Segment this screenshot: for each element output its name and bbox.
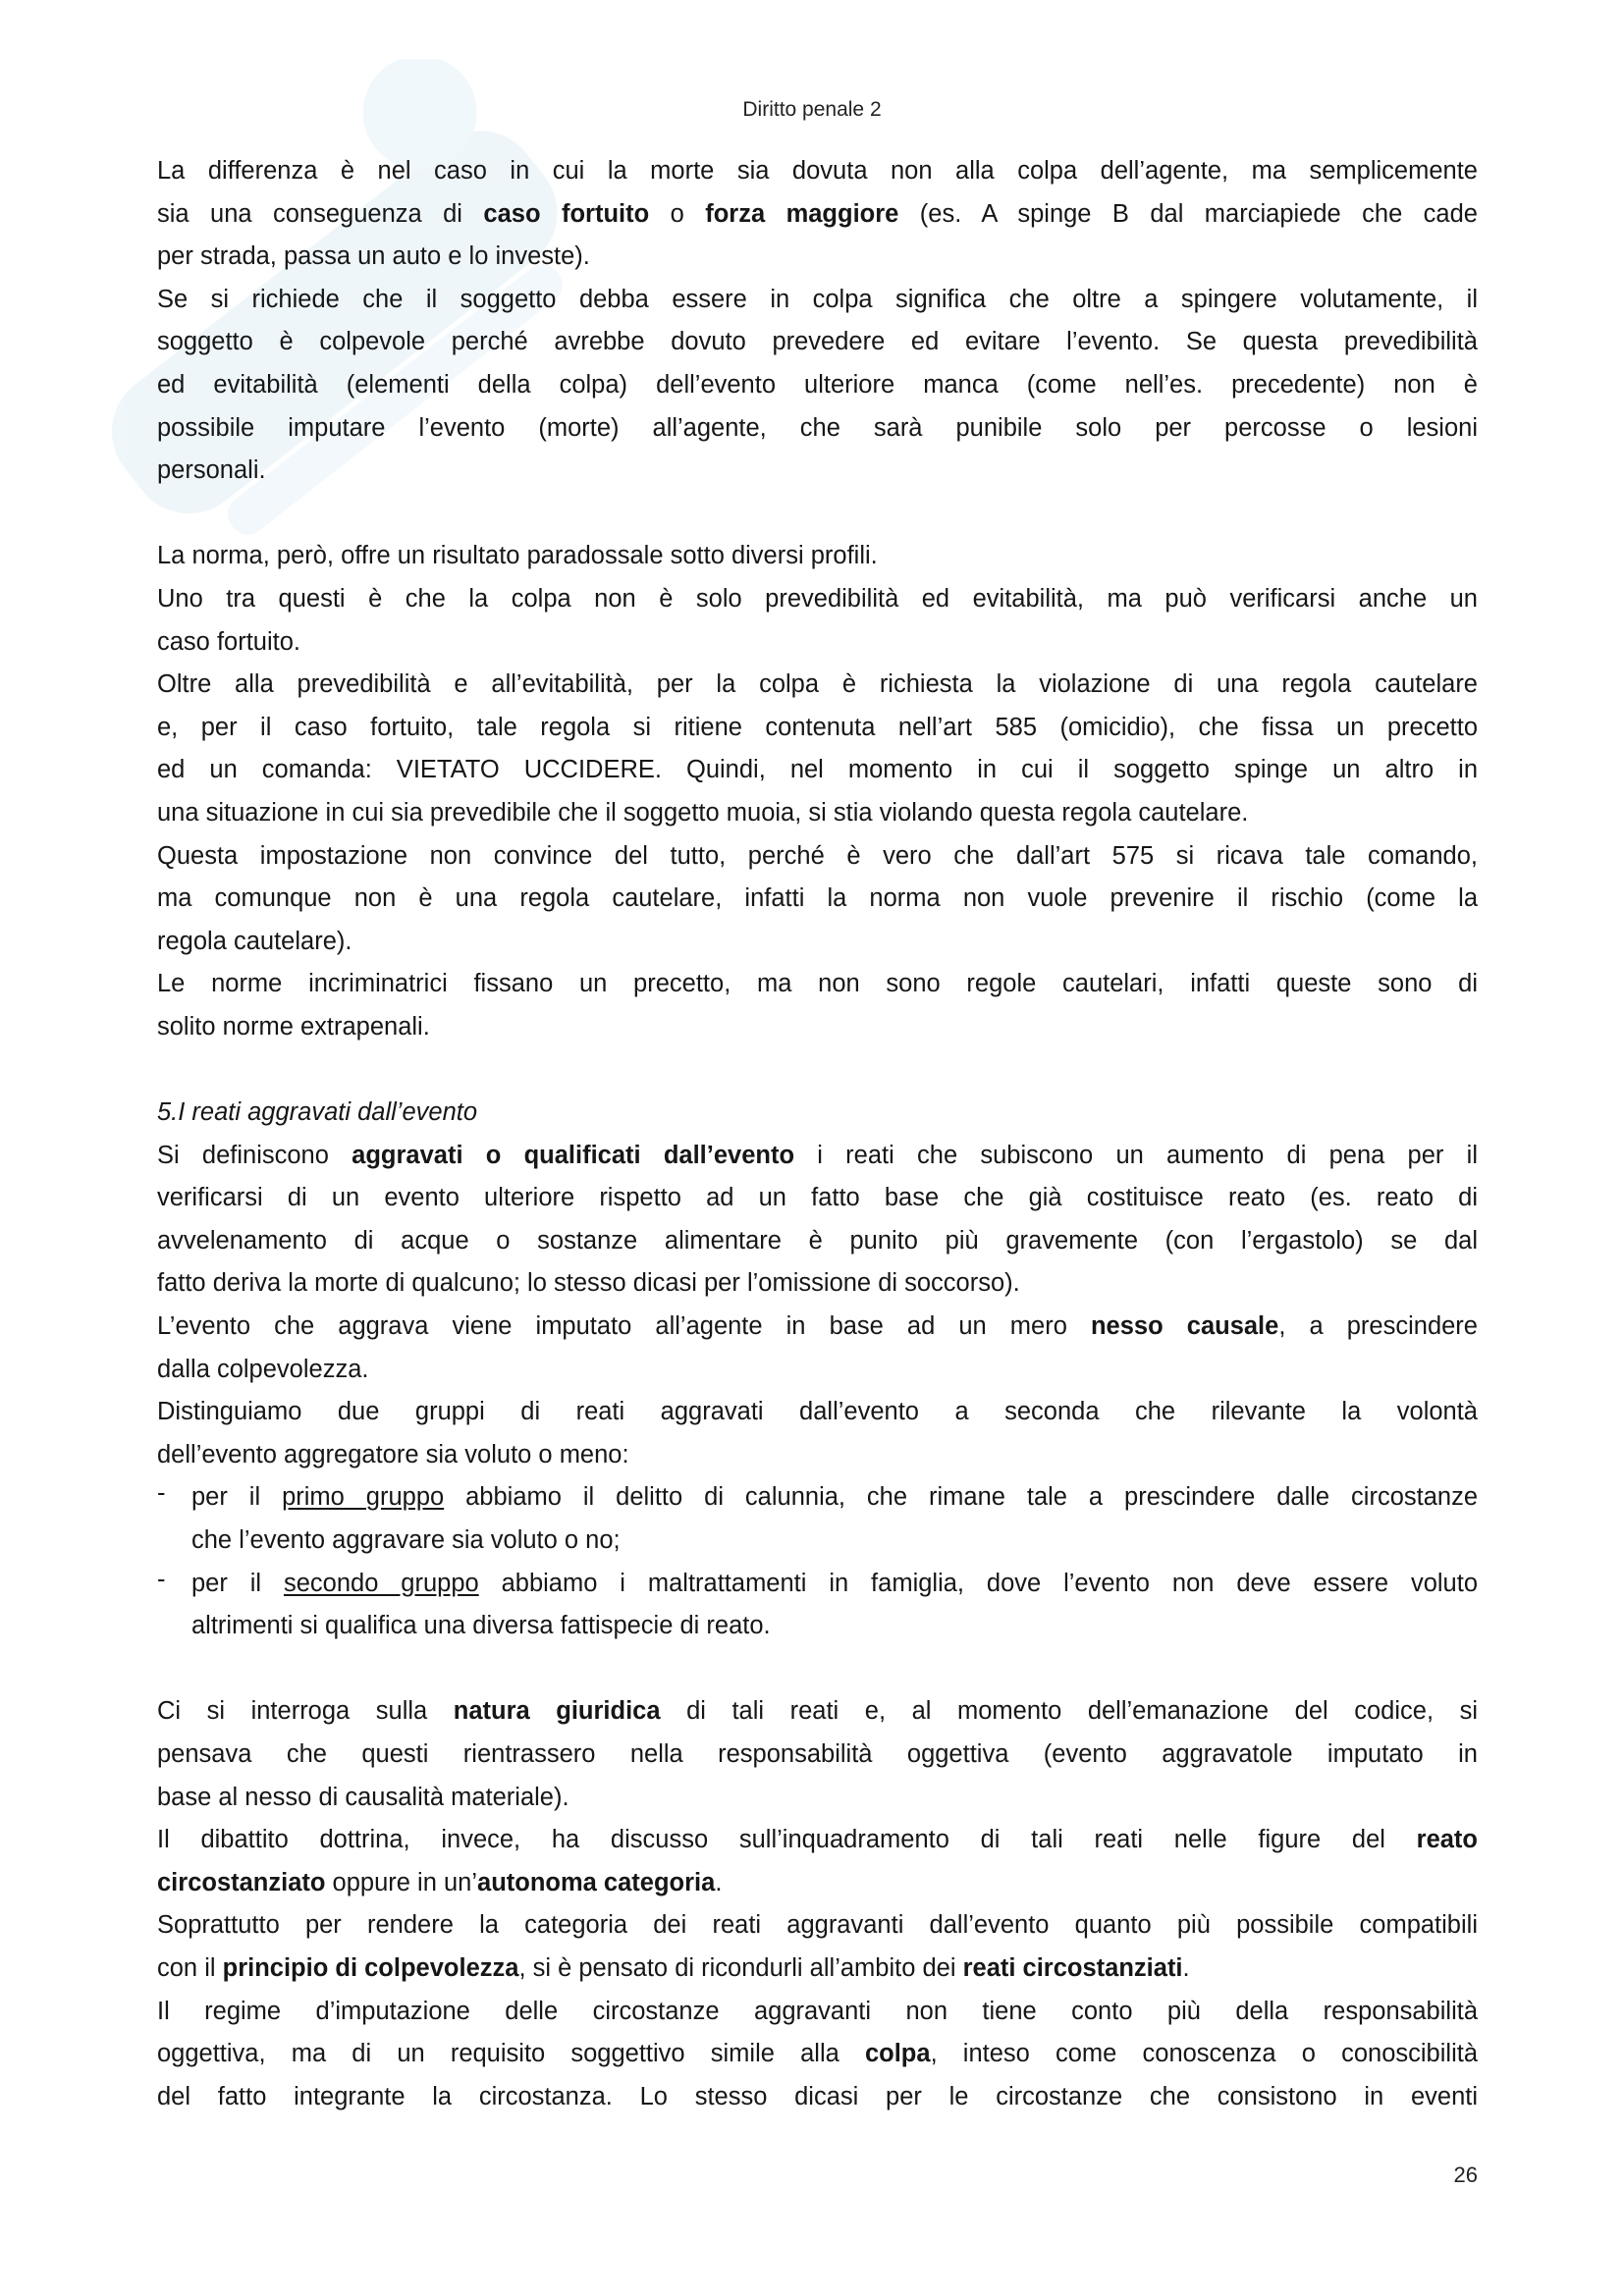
text-line	[157, 1135, 1478, 1178]
underlined-term: primo gruppo	[282, 1483, 445, 1512]
paragraph	[157, 963, 1478, 1048]
text-run: La norma, però, offre un risultato paradossale sotto diversi profili.	[157, 542, 878, 570]
text-run: possibile imputare l’evento (morte) all’agente, che sarà punibile solo per percosse o lesioni	[157, 413, 1478, 442]
text-run: i reati che subiscono un aumento di pena per il	[794, 1141, 1478, 1169]
page-header-title: Diritto penale 2	[742, 98, 882, 121]
text-line	[157, 1092, 1478, 1135]
bold-term: colpa	[864, 2040, 931, 2068]
text-run: , inteso come conoscenza o conoscibilità	[930, 2040, 1478, 2068]
text-line	[157, 321, 1478, 364]
text-line	[157, 835, 1478, 879]
text-line	[157, 150, 1478, 193]
text-line	[157, 621, 1478, 665]
text-section	[157, 535, 1478, 1048]
text-run: , si è pensato di ricondurli all’ambito dei	[518, 1953, 963, 1982]
text-line	[157, 1262, 1478, 1306]
text-run: dalla colpevolezza.	[157, 1355, 369, 1383]
paragraph	[157, 578, 1478, 664]
text-run: fatto deriva la morte di qualcuno; lo stesso dicasi per l’omissione di soccorso).	[157, 1269, 1020, 1298]
text-run: caso fortuito.	[157, 627, 300, 656]
text-line	[157, 707, 1478, 750]
text-run: Questa impostazione non convince del tutto, perché è vero che dall’art 575 si ricava tale comando,	[157, 841, 1478, 870]
paragraph	[157, 1991, 1478, 2119]
text-run: oggettiva, ma di un requisito soggettivo simile alla	[157, 2040, 865, 2068]
text-line	[157, 1991, 1478, 2034]
text-run: (es. A spinge B dal marciapiede che cade	[898, 199, 1478, 228]
text-run: Uno tra questi è che la colpa non è solo prevedibilità ed evitabilità, ma può verificarsi anche un	[157, 584, 1478, 613]
text-run: La differenza è nel caso in cui la morte sia dovuta non alla colpa dell’agente, ma semplicemente	[157, 157, 1478, 185]
text-run: verificarsi di un evento ulteriore rispetto ad un fatto base che già costituisce reato (es. reato di	[157, 1184, 1478, 1212]
text-run: Se si richiede che il soggetto debba essere in colpa significa che oltre a spingere volutamente, il	[157, 285, 1478, 313]
text-line	[157, 1819, 1478, 1862]
text-run: .	[1182, 1953, 1190, 1982]
text-line	[157, 1904, 1478, 1948]
text-line	[157, 1948, 1478, 1991]
document-body	[157, 150, 1478, 2118]
text-run: L’evento che aggrava viene imputato all’agente in base ad un mero	[157, 1312, 1091, 1341]
text-line	[157, 1476, 1478, 1520]
text-run: ed un comanda: VIETATO UCCIDERE. Quindi, nel momento in cui il soggetto spinge un altro in	[157, 756, 1478, 784]
paragraph	[157, 664, 1478, 834]
bold-term: forza maggiore	[705, 199, 899, 228]
text-line	[157, 963, 1478, 1006]
text-run: del fatto integrante la circostanza. Lo stesso dicasi per le circostanze che consistono in eventi	[157, 2082, 1478, 2110]
paragraph	[157, 1904, 1478, 1990]
text-line	[157, 535, 1478, 578]
text-line	[157, 1690, 1478, 1734]
text-line	[157, 407, 1478, 451]
text-run: regola cautelare).	[157, 927, 352, 955]
text-run: di tali reati e, al momento dell’emanazione del codice, si	[660, 1697, 1478, 1726]
bold-term: caso fortuito	[483, 199, 650, 228]
bullet-item	[157, 1563, 1478, 1648]
text-line	[157, 664, 1478, 707]
bullet-marker: -	[157, 1565, 166, 1593]
bullet-marker: -	[157, 1479, 166, 1508]
text-run: Distinguiamo due gruppi di reati aggravati dall’evento a seconda che rilevante la volontà	[157, 1398, 1478, 1426]
text-run: Oltre alla prevedibilità e all’evitabilità, per la colpa è richiesta la violazione di una regola cautelare	[157, 670, 1478, 699]
text-line	[157, 279, 1478, 322]
text-run: solito norme extrapenali.	[157, 1012, 430, 1041]
text-run: oppure in un’	[325, 1868, 478, 1896]
underlined-term: secondo gruppo	[283, 1569, 479, 1597]
bold-term: autonoma categoria	[477, 1868, 716, 1896]
text-line	[157, 1520, 1478, 1563]
text-run: Il dibattito dottrina, invece, ha discusso sull’inquadramento di tali reati nelle figure del	[157, 1826, 1417, 1854]
text-line	[157, 878, 1478, 921]
text-line	[157, 1434, 1478, 1477]
text-run: per strada, passa un auto e lo investe).	[157, 242, 590, 271]
paragraph	[157, 279, 1478, 493]
text-section	[157, 1092, 1478, 1648]
text-line	[157, 749, 1478, 792]
text-run: Le norme incriminatrici fissano un precetto, ma non sono regole cautelari, infatti queste sono di	[157, 970, 1478, 998]
text-line	[157, 2033, 1478, 2076]
bold-term: nesso causale	[1090, 1312, 1279, 1341]
bold-term: principio di colpevolezza	[222, 1953, 519, 1982]
text-line	[157, 792, 1478, 835]
text-line	[157, 1306, 1478, 1349]
paragraph	[157, 1306, 1478, 1391]
text-run: Soprattutto per rendere la categoria dei reati aggravanti dall’evento quanto più possibile compatibili	[157, 1911, 1478, 1940]
text-line	[157, 1862, 1478, 1905]
text-run: .	[715, 1868, 723, 1896]
bold-term: circostanziato	[157, 1868, 326, 1896]
bold-term: reato	[1416, 1826, 1478, 1854]
bold-term: reati circostanziati	[962, 1953, 1183, 1982]
text-run: sia una conseguenza di	[157, 199, 484, 228]
text-run: pensava che questi rientrassero nella responsabilità oggettiva (evento aggravatole imputato in	[157, 1739, 1478, 1768]
bullet-item	[157, 1476, 1478, 1562]
text-line	[157, 1177, 1478, 1220]
text-run: o	[649, 199, 706, 228]
text-line	[157, 578, 1478, 621]
text-run: abbiamo i maltrattamenti in famiglia, dove l’evento non deve essere voluto	[478, 1569, 1478, 1597]
text-run: ma comunque non è una regola cautelare, infatti la norma non vuole prevenire il rischio (come la	[157, 884, 1478, 913]
text-line	[157, 1220, 1478, 1263]
page-number: 26	[1453, 2163, 1478, 2187]
text-run: avvelenamento di acque o sostanze alimentare è punito più gravemente (con l’ergastolo) se dal	[157, 1226, 1478, 1255]
text-line	[157, 1563, 1478, 1606]
text-run: e, per il caso fortuito, tale regola si ritiene contenuta nell’art 585 (omicidio), che fissa un precetto	[157, 713, 1478, 741]
text-run: base al nesso di causalità materiale).	[157, 1783, 569, 1811]
text-run: , a prescindere	[1278, 1312, 1478, 1341]
text-run: ed evitabilità (elementi della colpa) dell’evento ulteriore manca (come nell’es. precedente) non è	[157, 370, 1478, 399]
text-line	[157, 921, 1478, 964]
text-line	[157, 1391, 1478, 1434]
text-run: con il	[157, 1953, 223, 1982]
text-line	[157, 1777, 1478, 1820]
bold-term: aggravati o qualificati dall’evento	[352, 1141, 795, 1169]
paragraph	[157, 835, 1478, 964]
text-line	[157, 364, 1478, 407]
text-line	[157, 236, 1478, 279]
text-line	[157, 1734, 1478, 1777]
paragraph	[157, 1819, 1478, 1904]
text-line	[157, 193, 1478, 237]
text-run: per il	[191, 1569, 284, 1597]
text-line	[157, 1006, 1478, 1049]
text-run: dell’evento aggregatore sia voluto o meno:	[157, 1440, 629, 1468]
section-heading	[157, 1092, 1478, 1135]
paragraph	[157, 1690, 1478, 1819]
text-run: Ci si interroga sulla	[157, 1697, 454, 1726]
text-run: che l’evento aggravare sia voluto o no;	[191, 1526, 621, 1554]
text-section	[157, 150, 1478, 493]
paragraph	[157, 1391, 1478, 1476]
text-run: una situazione in cui sia prevedibile che il soggetto muoia, si stia violando questa regola cautelare.	[157, 798, 1249, 827]
text-run: altrimenti si qualifica una diversa fattispecie di reato.	[191, 1612, 771, 1640]
text-run: soggetto è colpevole perché avrebbe dovuto prevedere ed evitare l’evento. Se questa prevedibilità	[157, 328, 1478, 356]
paragraph	[157, 535, 1478, 578]
heading-text: 5.I reati aggravati dall’evento	[157, 1098, 478, 1127]
paragraph	[157, 150, 1478, 279]
text-section	[157, 1690, 1478, 2118]
paragraph	[157, 1135, 1478, 1306]
text-run: per il	[191, 1483, 283, 1512]
text-run: Si definiscono	[157, 1141, 352, 1169]
bold-term: natura giuridica	[453, 1697, 661, 1726]
text-line	[157, 2076, 1478, 2119]
text-line	[157, 450, 1478, 493]
text-line	[157, 1349, 1478, 1392]
text-line	[157, 1605, 1478, 1648]
text-run: personali.	[157, 456, 266, 485]
text-run: abbiamo il delitto di calunnia, che rimane tale a prescindere dalle circostanze	[444, 1483, 1479, 1512]
text-run: Il regime d’imputazione delle circostanze aggravanti non tiene conto più della responsabilità	[157, 1997, 1478, 2025]
